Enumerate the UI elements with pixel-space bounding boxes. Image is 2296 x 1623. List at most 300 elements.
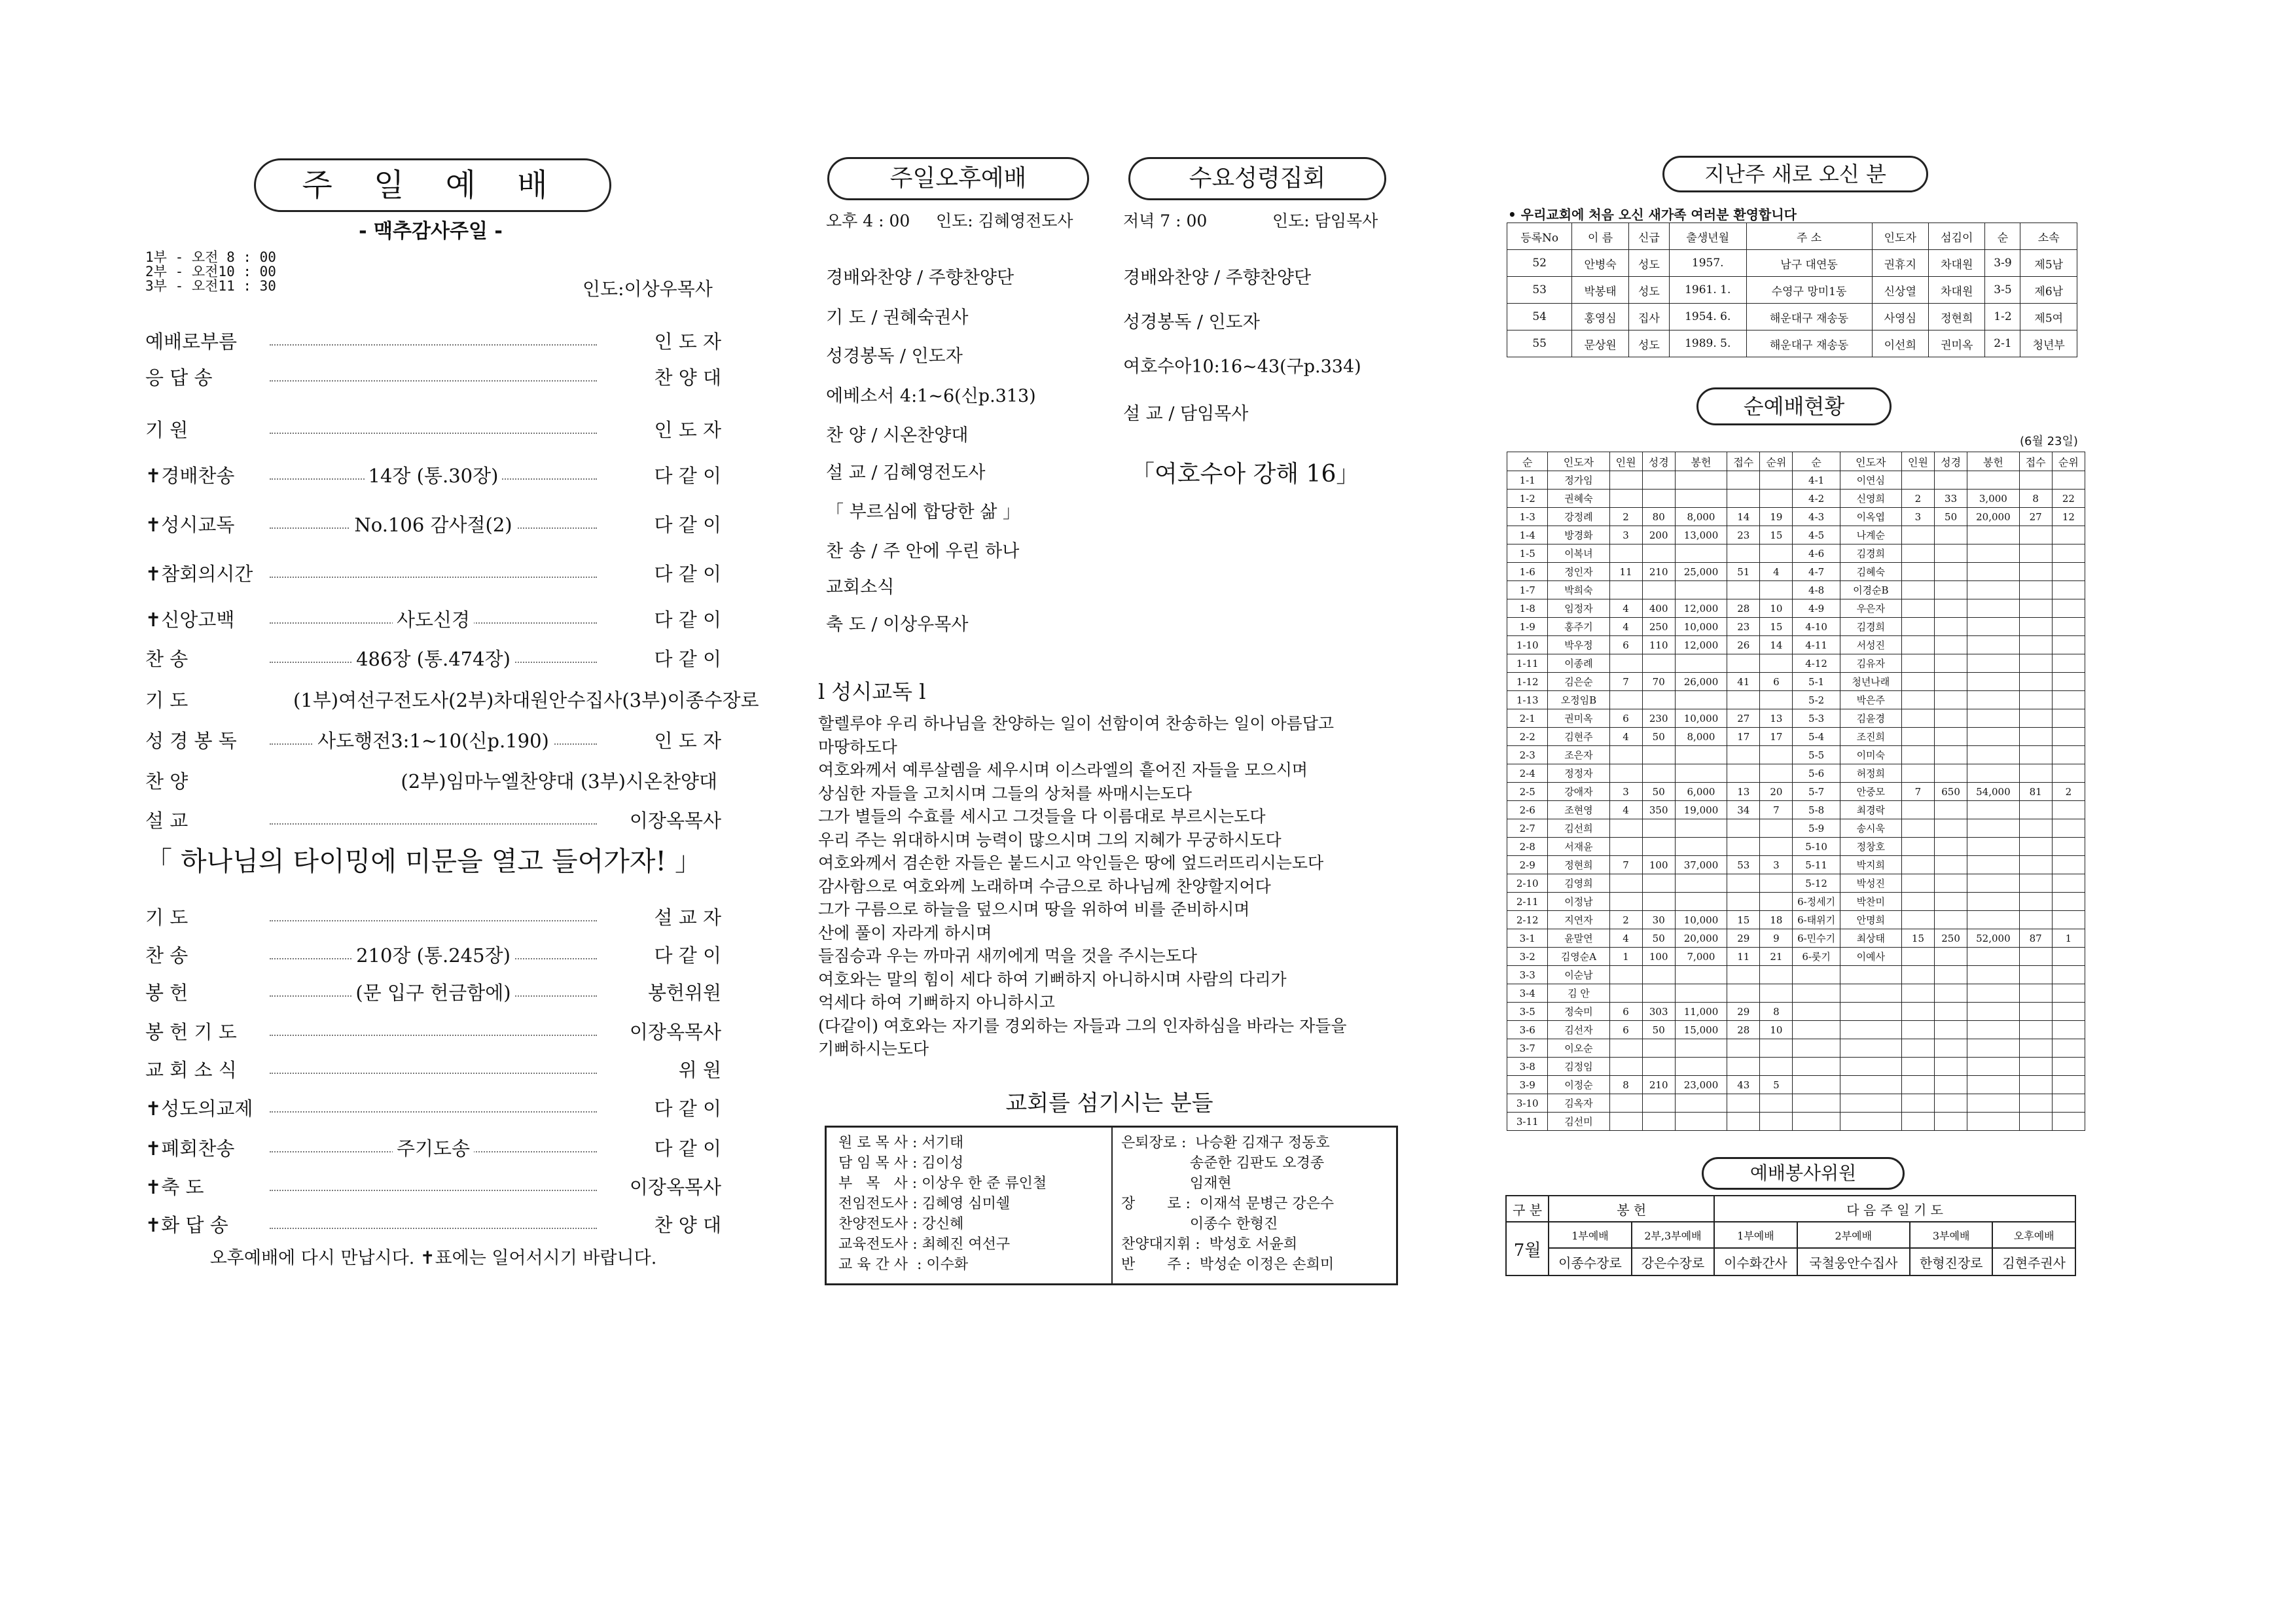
item-detail xyxy=(289,767,721,794)
staff-box xyxy=(825,1126,1398,1285)
newcomer-header: 인도자 xyxy=(1872,223,1928,250)
attendance-cell: 3-1 xyxy=(1507,929,1548,948)
attendance-cell: 4 xyxy=(1609,599,1642,618)
attendance-cell xyxy=(1642,1113,1675,1131)
attendance-cell xyxy=(1675,819,1727,838)
staff-line: 부 목 사 : 이상우 한 준 류인철 xyxy=(838,1175,1047,1192)
attendance-cell: 15 xyxy=(1760,526,1793,544)
staff-divider xyxy=(1111,1128,1113,1283)
item-name: ✝축 도 xyxy=(145,1176,204,1198)
attendance-cell xyxy=(2019,618,2052,636)
attendance-cell xyxy=(1642,764,1675,783)
attendance-cell: 이정순 xyxy=(1548,1076,1609,1094)
attendance-cell xyxy=(1935,856,1967,874)
wednesday-leader: 인도: 담임목사 xyxy=(1272,211,1378,230)
attendance-row xyxy=(1507,563,2085,581)
attendance-cell: 이미숙 xyxy=(1840,746,1901,764)
attendance-cell xyxy=(1901,471,1934,490)
attendance-cell xyxy=(1901,709,1934,728)
attendance-cell xyxy=(1901,636,1934,654)
attendance-cell xyxy=(2019,874,2052,893)
attendance-cell: 8 xyxy=(1760,1003,1793,1021)
attendance-cell xyxy=(1967,1039,2019,1058)
attendance-row xyxy=(1507,1058,2085,1076)
item-name: 기 도 xyxy=(145,906,188,929)
attendance-cell xyxy=(1760,581,1793,599)
attendance-cell xyxy=(1727,819,1760,838)
order-row xyxy=(145,1018,721,1050)
item-detail-text: 486장 (통.474장) xyxy=(352,648,514,670)
attendance-row xyxy=(1507,544,2085,563)
attendance-cell: 10 xyxy=(1760,1021,1793,1039)
attendance-cell xyxy=(1760,893,1793,911)
attendance-cell: 250 xyxy=(1642,618,1675,636)
attendance-cell xyxy=(1675,1113,1727,1131)
attendance-cell: 박지희 xyxy=(1840,856,1901,874)
attendance-cell xyxy=(2019,728,2052,746)
attendance-cell: 임정자 xyxy=(1548,599,1609,618)
attendance-cell xyxy=(1967,893,2019,911)
attendance-cell xyxy=(1901,691,1934,709)
attendance-cell: 1-2 xyxy=(1507,490,1548,508)
item-detail xyxy=(270,941,597,968)
attendance-row xyxy=(1507,728,2085,746)
attendance-cell xyxy=(1793,966,1840,984)
attendance-cell: 25,000 xyxy=(1675,563,1727,581)
afternoon-line: 찬 송 / 주 안에 우린 하나 xyxy=(826,541,1020,562)
attendance-cell: 29 xyxy=(1727,929,1760,948)
attendance-cell xyxy=(1935,1003,1967,1021)
attendance-cell xyxy=(2052,819,2085,838)
reading-line: 들짐승과 우는 까마귀 새끼에게 먹을 것을 주시는도다 xyxy=(818,946,1197,965)
attendance-cell xyxy=(1840,1039,1901,1058)
attendance-cell xyxy=(1935,1021,1967,1039)
afternoon-line: 찬 양 / 시온찬양대 xyxy=(826,425,969,446)
attendance-cell: 김옥자 xyxy=(1548,1094,1609,1113)
attendance-cell: 87 xyxy=(2019,929,2052,948)
attendance-cell: 안명희 xyxy=(1840,911,1901,929)
attendance-cell xyxy=(1675,1094,1727,1113)
attendance-date: (6월 23일) xyxy=(2020,435,2078,448)
attendance-cell xyxy=(1675,691,1727,709)
attendance-cell xyxy=(1609,691,1642,709)
item-name: 기 원 xyxy=(145,419,188,441)
reading-line: (다같이) 여호와는 자기를 경외하는 자들과 그의 인자하심을 바라는 자들을 xyxy=(818,1016,1347,1035)
server-name: 국철웅안수집사 xyxy=(1797,1248,1910,1275)
attendance-cell xyxy=(1901,838,1934,856)
attendance-cell: 이옥엽 xyxy=(1840,508,1901,526)
order-row xyxy=(145,1134,721,1167)
item-duty: 봉헌위원 xyxy=(647,982,721,1004)
attendance-cell: 1-12 xyxy=(1507,673,1548,691)
attendance-cell xyxy=(2019,691,2052,709)
attendance-header: 접수 xyxy=(2019,452,2052,471)
sunday-leader: 인도:이상우목사 xyxy=(583,278,713,300)
attendance-cell: 서성진 xyxy=(1840,636,1901,654)
staff-line: 찬양대지휘 : 박성호 서윤희 xyxy=(1121,1236,1298,1253)
attendance-cell xyxy=(1935,599,1967,618)
attendance-row xyxy=(1507,654,2085,673)
attendance-cell xyxy=(1935,526,1967,544)
attendance-cell xyxy=(1935,709,1967,728)
attendance-cell: 6 xyxy=(1609,636,1642,654)
sub-header: 오후예배 xyxy=(1992,1222,2075,1248)
attendance-cell: 4-9 xyxy=(1793,599,1840,618)
leader-dots xyxy=(270,1073,597,1074)
attendance-cell xyxy=(2052,581,2085,599)
attendance-cell: 6,000 xyxy=(1675,783,1727,801)
attendance-cell xyxy=(1935,874,1967,893)
attendance-cell: 51 xyxy=(1727,563,1760,581)
wednesday-line: 경배와찬양 / 주향찬양단 xyxy=(1123,268,1312,288)
reading-line: 상심한 자들을 고치시며 그들의 상처를 싸매시는도다 xyxy=(818,783,1193,803)
attendance-cell: 2-2 xyxy=(1507,728,1548,746)
attendance-cell: 2-4 xyxy=(1507,764,1548,783)
attendance-cell: 100 xyxy=(1642,856,1675,874)
order-row xyxy=(145,363,721,396)
order-row xyxy=(145,1211,721,1243)
reading-line: 할렐루야 우리 하나님을 찬양하는 일이 선함이여 찬송하는 일이 아름답고 xyxy=(818,714,1335,733)
attendance-cell xyxy=(1675,893,1727,911)
item-name: 봉 헌 xyxy=(145,982,188,1004)
attendance-cell xyxy=(1967,1076,2019,1094)
newcomer-cell: 제5여 xyxy=(2020,304,2077,330)
attendance-cell xyxy=(1901,948,1934,966)
item-duty: 다 같 이 xyxy=(654,944,721,967)
attendance-cell: 박우정 xyxy=(1548,636,1609,654)
attendance-cell: 2-5 xyxy=(1507,783,1548,801)
item-name: ✝참회의시간 xyxy=(145,563,253,585)
attendance-cell: 4-3 xyxy=(1793,508,1840,526)
attendance-cell: 2-1 xyxy=(1507,709,1548,728)
attendance-cell: 박희숙 xyxy=(1548,581,1609,599)
attendance-cell: 김혜숙 xyxy=(1840,563,1901,581)
attendance-cell xyxy=(1901,673,1934,691)
attendance-cell: 이정남 xyxy=(1548,893,1609,911)
sub-header: 2부,3부예배 xyxy=(1632,1222,1714,1248)
attendance-cell xyxy=(1901,1058,1934,1076)
wednesday-line: 설 교 / 담임목사 xyxy=(1123,404,1249,424)
attendance-cell xyxy=(1609,1039,1642,1058)
attendance-cell: 6 xyxy=(1609,1021,1642,1039)
attendance-row xyxy=(1507,1076,2085,1094)
item-duty: 다 같 이 xyxy=(654,1137,721,1160)
attendance-cell xyxy=(1793,1113,1840,1131)
attendance-cell: 12 xyxy=(2052,508,2085,526)
newcomer-cell: 집사 xyxy=(1628,304,1669,330)
attendance-row xyxy=(1507,801,2085,819)
attendance-cell xyxy=(1935,728,1967,746)
item-detail xyxy=(270,645,597,671)
item-duty: 인 도 자 xyxy=(654,330,721,353)
attendance-cell: 33 xyxy=(1935,490,1967,508)
reading-line: 우리 주는 위대하시며 능력이 많으시며 그의 지혜가 무궁하시도다 xyxy=(818,830,1282,849)
col-offering: 봉 헌 xyxy=(1549,1196,1714,1222)
order-row xyxy=(145,726,721,759)
attendance-cell: 26,000 xyxy=(1675,673,1727,691)
attendance-cell: 29 xyxy=(1727,1003,1760,1021)
item-duty: 다 같 이 xyxy=(654,609,721,631)
sub-header: 2부예배 xyxy=(1797,1222,1910,1248)
newcomer-cell: 권미옥 xyxy=(1929,330,1985,357)
attendance-cell: 6 xyxy=(1760,673,1793,691)
attendance-cell: 4-6 xyxy=(1793,544,1840,563)
attendance-row xyxy=(1507,673,2085,691)
leader-dots xyxy=(270,433,597,434)
attendance-cell xyxy=(1793,1021,1840,1039)
attendance-cell xyxy=(2052,801,2085,819)
attendance-cell xyxy=(2052,856,2085,874)
newcomer-cell: 성도 xyxy=(1628,277,1669,304)
attendance-cell: 4-5 xyxy=(1793,526,1840,544)
attendance-cell xyxy=(2052,984,2085,1003)
afternoon-title: 주일오후예배 xyxy=(827,157,1089,200)
attendance-cell: 2-12 xyxy=(1507,911,1548,929)
attendance-cell: 13 xyxy=(1760,709,1793,728)
attendance-cell xyxy=(1793,1076,1840,1094)
order-row xyxy=(145,767,721,800)
attendance-cell: 7,000 xyxy=(1675,948,1727,966)
item-detail-text: 주기도송 xyxy=(393,1137,474,1160)
attendance-cell xyxy=(1793,1058,1840,1076)
attendance-cell: 110 xyxy=(1642,636,1675,654)
newcomer-header: 주 소 xyxy=(1746,223,1872,250)
attendance-cell xyxy=(1967,1058,2019,1076)
attendance-cell xyxy=(1760,984,1793,1003)
attendance-row xyxy=(1507,948,2085,966)
attendance-cell: 2-10 xyxy=(1507,874,1548,893)
attendance-cell: 350 xyxy=(1642,801,1675,819)
attendance-cell: 1-8 xyxy=(1507,599,1548,618)
attendance-row xyxy=(1507,966,2085,984)
attendance-cell: 5-3 xyxy=(1793,709,1840,728)
item-detail xyxy=(270,510,597,537)
attendance-cell: 22 xyxy=(2052,490,2085,508)
attendance-cell xyxy=(1675,966,1727,984)
attendance-cell xyxy=(1935,911,1967,929)
attendance-cell: 7 xyxy=(1901,783,1934,801)
attendance-row xyxy=(1507,838,2085,856)
leader-dots xyxy=(270,1228,597,1229)
attendance-cell xyxy=(1967,728,2019,746)
attendance-cell xyxy=(1840,1021,1901,1039)
attendance-cell xyxy=(2052,948,2085,966)
attendance-row xyxy=(1507,1113,2085,1131)
attendance-cell xyxy=(1760,1058,1793,1076)
attendance-cell xyxy=(1675,654,1727,673)
attendance-cell: 정숙미 xyxy=(1548,1003,1609,1021)
attendance-cell xyxy=(2052,1058,2085,1076)
attendance-cell: 송시욱 xyxy=(1840,819,1901,838)
attendance-cell xyxy=(1727,1113,1760,1131)
attendance-cell xyxy=(2052,471,2085,490)
attendance-cell: 37,000 xyxy=(1675,856,1727,874)
afternoon-line: 성경봉독 / 인도자 xyxy=(826,346,963,366)
attendance-cell xyxy=(2052,709,2085,728)
attendance-cell xyxy=(2052,746,2085,764)
attendance-cell xyxy=(1935,801,1967,819)
attendance-cell xyxy=(1642,1058,1675,1076)
newcomer-cell: 제5남 xyxy=(2020,250,2077,277)
attendance-cell xyxy=(2019,764,2052,783)
attendance-cell: 23 xyxy=(1727,618,1760,636)
attendance-cell: 12,000 xyxy=(1675,599,1727,618)
attendance-cell: 허정희 xyxy=(1840,764,1901,783)
attendance-cell xyxy=(2052,654,2085,673)
attendance-cell xyxy=(1935,581,1967,599)
attendance-cell xyxy=(1793,1039,1840,1058)
attendance-row xyxy=(1507,783,2085,801)
attendance-cell: 3 xyxy=(1901,508,1934,526)
attendance-cell: 3 xyxy=(1609,783,1642,801)
attendance-cell xyxy=(1935,966,1967,984)
attendance-cell xyxy=(1675,471,1727,490)
afternoon-time: 오후 4 : 00 xyxy=(826,211,910,230)
attendance-cell xyxy=(1727,1058,1760,1076)
afternoon-leader: 인도: 김혜영전도사 xyxy=(936,211,1073,230)
attendance-cell xyxy=(1642,544,1675,563)
attendance-cell: 조현영 xyxy=(1548,801,1609,819)
attendance-cell xyxy=(1901,911,1934,929)
attendance-cell xyxy=(2019,966,2052,984)
attendance-cell: 김유자 xyxy=(1840,654,1901,673)
sunday-title: 주 일 예 배 xyxy=(254,158,611,212)
attendance-cell xyxy=(2019,819,2052,838)
attendance-cell: 10,000 xyxy=(1675,911,1727,929)
attendance-cell: 20,000 xyxy=(1675,929,1727,948)
attendance-cell: 4-8 xyxy=(1793,581,1840,599)
newcomer-cell: 55 xyxy=(1507,330,1572,357)
attendance-cell: 30 xyxy=(1642,911,1675,929)
attendance-cell: 41 xyxy=(1727,673,1760,691)
server-name: 이수화간사 xyxy=(1714,1248,1797,1275)
attendance-cell: 10 xyxy=(1760,599,1793,618)
staff-line: 임재현 xyxy=(1121,1175,1232,1192)
attendance-cell: 80 xyxy=(1642,508,1675,526)
attendance-cell xyxy=(1967,1113,2019,1131)
attendance-cell: 2 xyxy=(1609,508,1642,526)
attendance-cell xyxy=(2052,874,2085,893)
attendance-cell: 8,000 xyxy=(1675,508,1727,526)
item-detail-text: 사도행전3:1~10(신p.190) xyxy=(314,730,553,752)
attendance-cell xyxy=(1727,490,1760,508)
attendance-cell xyxy=(1901,581,1934,599)
attendance-row xyxy=(1507,1039,2085,1058)
attendance-cell: 52,000 xyxy=(1967,929,2019,948)
newcomer-cell: 권휴지 xyxy=(1872,250,1928,277)
attendance-cell xyxy=(1609,893,1642,911)
attendance-cell: 1-1 xyxy=(1507,471,1548,490)
wednesday-title: 수요성령집회 xyxy=(1128,157,1386,200)
attendance-cell: 정가임 xyxy=(1548,471,1609,490)
attendance-cell: 13,000 xyxy=(1675,526,1727,544)
attendance-cell: 이순남 xyxy=(1548,966,1609,984)
attendance-cell xyxy=(1760,764,1793,783)
attendance-cell: 정창호 xyxy=(1840,838,1901,856)
newcomers-title: 지난주 새로 오신 분 xyxy=(1662,156,1928,192)
item-duty: 인 도 자 xyxy=(654,419,721,441)
leader-dots xyxy=(270,577,597,578)
newcomer-row xyxy=(1507,330,2077,357)
leader-dots xyxy=(270,380,597,382)
attendance-cell xyxy=(1901,1094,1934,1113)
attendance-cell: 김영희 xyxy=(1548,874,1609,893)
attendance-row xyxy=(1507,764,2085,783)
attendance-row xyxy=(1507,1003,2085,1021)
staff-line: 원 로 목 사 : 서기태 xyxy=(838,1135,964,1151)
item-duty: 위 원 xyxy=(678,1059,721,1081)
item-name: 성 경 봉 독 xyxy=(145,730,237,752)
newcomer-cell: 제6남 xyxy=(2020,277,2077,304)
attendance-cell xyxy=(2019,673,2052,691)
attendance-cell xyxy=(2052,599,2085,618)
attendance-cell: 650 xyxy=(1935,783,1967,801)
attendance-cell xyxy=(1967,1094,2019,1113)
attendance-cell xyxy=(1967,526,2019,544)
attendance-cell: 27 xyxy=(1727,709,1760,728)
attendance-cell: 강애자 xyxy=(1548,783,1609,801)
attendance-cell: 20,000 xyxy=(1967,508,2019,526)
attendance-row xyxy=(1507,929,2085,948)
attendance-cell xyxy=(1727,966,1760,984)
attendance-cell xyxy=(1642,838,1675,856)
attendance-cell xyxy=(2019,1058,2052,1076)
attendance-cell: 4-7 xyxy=(1793,563,1840,581)
attendance-cell xyxy=(1840,1094,1901,1113)
attendance-cell: 김정임 xyxy=(1548,1058,1609,1076)
leader-dots xyxy=(270,920,597,921)
attendance-cell: 정인자 xyxy=(1548,563,1609,581)
attendance-cell xyxy=(1901,654,1934,673)
attendance-cell: 250 xyxy=(1935,929,1967,948)
newcomer-cell: 3-5 xyxy=(1985,277,2020,304)
attendance-cell: 2 xyxy=(1609,911,1642,929)
attendance-cell xyxy=(2052,691,2085,709)
newcomer-cell: 1-2 xyxy=(1985,304,2020,330)
attendance-cell xyxy=(1675,1058,1727,1076)
item-duty: 찬 양 대 xyxy=(654,366,721,389)
leader-dots xyxy=(270,823,597,825)
attendance-row xyxy=(1507,691,2085,709)
afternoon-line: 축 도 / 이상우목사 xyxy=(826,615,969,635)
attendance-table xyxy=(1507,452,2085,1131)
attendance-cell xyxy=(1642,1039,1675,1058)
attendance-row xyxy=(1507,856,2085,874)
reading-line: 그가 구름으로 하늘을 덮으시며 땅을 위하여 비를 준비하시며 xyxy=(818,900,1250,919)
attendance-cell xyxy=(1901,819,1934,838)
attendance-cell: 1 xyxy=(1609,948,1642,966)
newcomer-cell: 차대원 xyxy=(1929,277,1985,304)
attendance-cell xyxy=(1727,544,1760,563)
newcomer-header: 순 xyxy=(1985,223,2020,250)
item-detail-text: 사도신경 xyxy=(393,609,474,631)
attendance-cell xyxy=(1967,618,2019,636)
attendance-cell xyxy=(1727,1094,1760,1113)
attendance-cell: 권미옥 xyxy=(1548,709,1609,728)
sub-header: 1부예배 xyxy=(1549,1222,1631,1248)
attendance-cell xyxy=(1935,893,1967,911)
attendance-header: 순위 xyxy=(2052,452,2085,471)
attendance-cell: 6-정세기 xyxy=(1793,893,1840,911)
servers-title: 예배봉사위원 xyxy=(1702,1157,1905,1190)
time-3: 3부 - 오전11 : 30 xyxy=(145,278,276,294)
server-name: 김현주권사 xyxy=(1992,1248,2075,1275)
attendance-cell: 13 xyxy=(1727,783,1760,801)
newcomer-cell: 1989. 5. xyxy=(1669,330,1746,357)
attendance-cell: 11,000 xyxy=(1675,1003,1727,1021)
attendance-cell xyxy=(2052,1039,2085,1058)
attendance-row xyxy=(1507,618,2085,636)
